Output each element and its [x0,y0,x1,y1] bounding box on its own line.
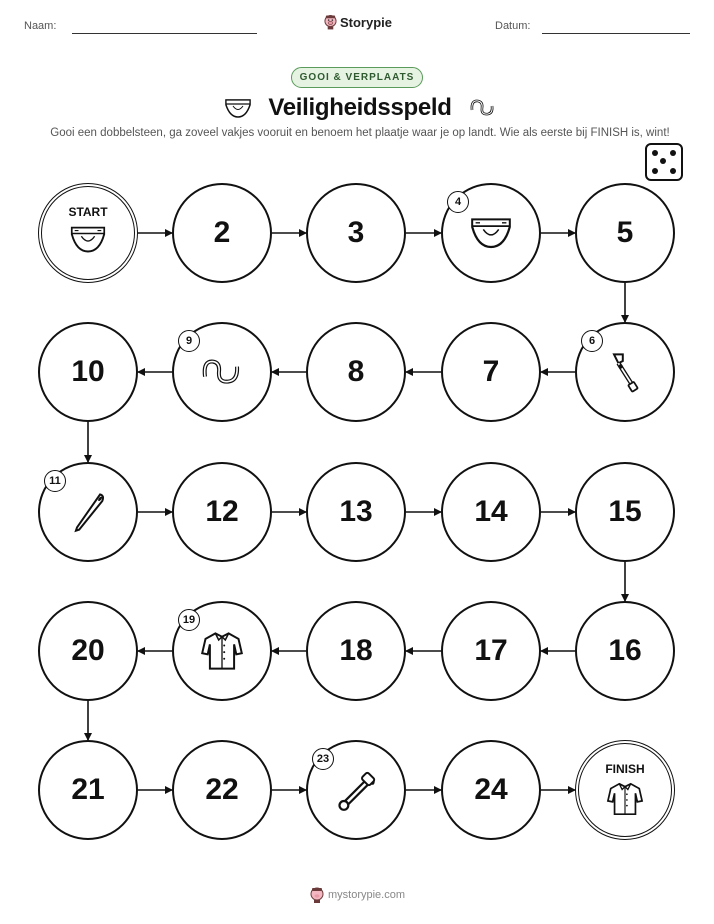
board-cell-8 [306,322,406,422]
board-cell-22 [172,740,272,840]
footer [310,886,410,904]
name-label: Naam: [24,20,57,32]
cell-number: 22 [205,773,239,806]
board-cell-7 [441,322,541,422]
clamp-icon [603,350,647,394]
shirt-icon [200,629,244,673]
board-cell-23 [306,740,406,840]
shirt-icon [606,780,644,823]
start-label: START [68,205,108,219]
cell-number: 5 [616,216,634,249]
board-cell-25 [575,740,675,840]
board-cell-16 [575,601,675,701]
board-cell-2 [172,183,272,283]
cell-number-tag: 23 [312,748,334,770]
cell-number: 16 [608,634,642,667]
board-cell-24 [441,740,541,840]
cell-number: 21 [71,773,105,806]
cell-number-tag: 9 [178,330,200,352]
board-cell-21 [38,740,138,840]
footer-url[interactable]: mystorypie.com [328,889,406,901]
board-cell-12 [172,462,272,562]
board-cell-13 [306,462,406,562]
board-cell-4 [441,183,541,283]
cell-number: 10 [71,355,105,388]
cell-number: 15 [608,495,642,528]
cell-number: 17 [474,634,508,667]
cell-number: 8 [347,355,365,388]
cell-number-tag: 19 [178,609,200,631]
cell-number: 3 [347,216,365,249]
cell-number: 2 [213,216,231,249]
cell-number: 12 [205,495,239,528]
hook-pin-icon [200,354,244,389]
board-cell-5 [575,183,675,283]
board-cell-14 [441,462,541,562]
cell-number: 14 [474,495,508,528]
instructions: Gooi een dobbelsteen, ga zoveel vakjes vooruit en benoem het plaatje waar je op landt. Wie als eerste bij FINISH is, wint! [50,127,670,139]
page-title: Veiligheidsspeld [268,94,452,121]
cell-number: 18 [339,634,373,667]
date-label: Datum: [495,20,531,32]
safety-pin-icon [334,768,378,812]
cell-number: 24 [474,773,508,806]
cell-number-tag: 11 [44,470,66,492]
board-cell-9 [172,322,272,422]
cell-number: 20 [71,634,105,667]
board-cell-20 [38,601,138,701]
cell-number-tag: 6 [581,330,603,352]
finish-label: FINISH [605,762,645,776]
cell-number-tag: 4 [447,191,469,213]
pig-mascot-icon [310,887,324,903]
board-cell-18 [306,601,406,701]
diaper-icon [69,223,107,260]
diaper-icon [469,214,513,251]
board-cell-3 [306,183,406,283]
board-cell-15 [575,462,675,562]
board-cell-10 [38,322,138,422]
board-cell-11 [38,462,138,562]
brand-name: Storypie [339,14,392,30]
board-cell-6 [575,322,675,422]
cell-number: 7 [482,355,500,388]
board-cell-1 [38,183,138,283]
board-cell-19 [172,601,272,701]
cell-number: 13 [339,495,373,528]
game-type-badge: GOOI & VERPLAATS [291,67,423,88]
board-cell-17 [441,601,541,701]
needle-icon [66,490,110,534]
